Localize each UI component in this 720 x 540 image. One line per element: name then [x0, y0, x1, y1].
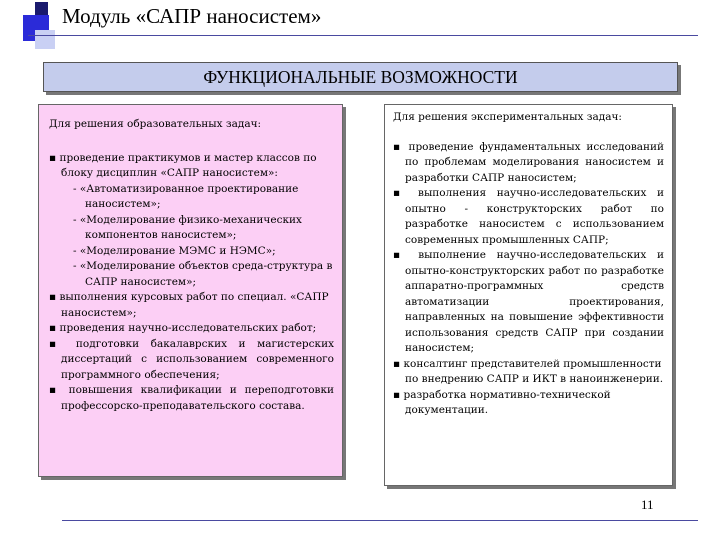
decor-square-light — [35, 30, 55, 49]
bullet-icon: ▪ — [49, 337, 65, 350]
list-item: ▪ выполнение научно-исследовательских и опытно-конструкторских работ по разработке аппаратно-программных средств автоматизации проектирования, направленных на повышение эффективности использования средств САПР при создании наносистем; — [393, 249, 664, 354]
list-item: ▪ разработка нормативно-технической документации. — [393, 388, 611, 416]
bullet-icon: ▪ — [393, 249, 408, 261]
experimental-tasks-panel — [384, 104, 673, 486]
page-title: Модуль «САПР наносистем» — [62, 4, 322, 28]
list-item: ▪ повышения квалификации и переподготовки профессорско-преподавательского состава. — [49, 384, 335, 412]
list-item: ▪ проведение практикумов и мастер классов по блоку дисциплин «САПР наносистем»: — [49, 151, 317, 179]
list-item: ▪ проведения научно-исследовательских работ; — [49, 322, 317, 334]
educational-tasks-heading: Для решения образовательных задач: — [49, 118, 262, 130]
list-item: ▪ выполнения курсовых работ по специал. «САПР наносистем»; — [49, 291, 329, 319]
list-item: ▪ подготовки бакалаврских и магистерских диссертаций с использованием современного программного обеспечения; — [49, 337, 335, 381]
bullet-icon: ▪ — [393, 357, 401, 370]
list-subitem: - «Моделирование физико-механических компонентов наносистем»; — [73, 213, 302, 241]
educational-tasks-panel — [38, 104, 343, 477]
list-item: ▪ выполнения научно-исследовательских и опытно - конструкторских работ по разработке наносистем с использованием современных промышленных САПР; — [393, 187, 664, 246]
educational-tasks-list — [49, 151, 334, 415]
bullet-icon: ▪ — [393, 388, 401, 401]
header-divider — [28, 35, 698, 36]
experimental-tasks-list — [393, 140, 664, 419]
list-subitem: - «Моделирование объектов среда-структура в САПР наносистем»; — [73, 260, 333, 288]
list-item: ▪ проведение фундаментальных исследований по проблемам моделирования наносистем и разработки САПР наносистем; — [393, 140, 664, 184]
bullet-icon: ▪ — [49, 384, 61, 396]
bullet-icon: ▪ — [393, 187, 408, 199]
list-subitem: - «Автоматизированное проектирование наносистем»; — [73, 182, 299, 210]
footer-divider — [62, 520, 698, 521]
section-banner: ФУНКЦИОНАЛЬНЫЕ ВОЗМОЖНОСТИ — [43, 62, 678, 92]
bullet-icon: ▪ — [49, 151, 57, 164]
bullet-icon: ▪ — [49, 322, 57, 334]
experimental-tasks-heading: Для решения экспериментальных задач: — [393, 111, 622, 123]
page-number: 11 — [641, 497, 654, 512]
bullet-icon: ▪ — [49, 291, 57, 303]
list-item: ▪ консалтинг представителей промышленности по внедрению САПР и ИКТ в наноинженерии. — [393, 357, 664, 385]
bullet-icon: ▪ — [393, 140, 403, 153]
list-subitem: - «Моделирование МЭМС и НЭМС»; — [73, 244, 276, 257]
